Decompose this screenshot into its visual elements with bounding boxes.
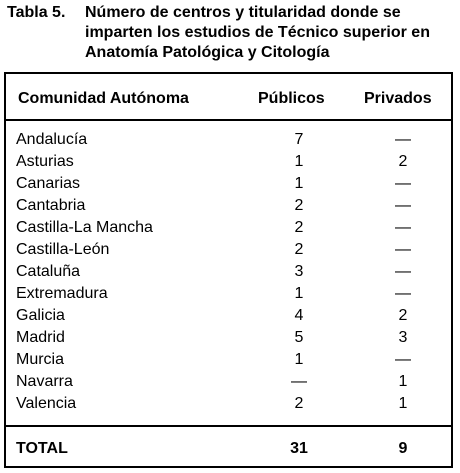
header-public: Públicos [258, 90, 325, 107]
table-row [6, 195, 451, 217]
region-cell: Valencia [16, 395, 77, 412]
public-cell: 7 [294, 131, 304, 148]
region-cell: Murcia [16, 351, 65, 368]
total-divider [6, 425, 451, 427]
table-row [6, 349, 451, 371]
total-private: 9 [398, 440, 408, 457]
public-cell: 3 [294, 263, 304, 280]
private-cell: — [395, 131, 411, 148]
public-cell: 1 [294, 153, 304, 170]
table-row [6, 371, 451, 393]
public-cell: 1 [294, 351, 304, 368]
private-cell: — [395, 241, 411, 258]
table-row [6, 305, 451, 327]
table-body [6, 129, 451, 415]
region-cell: Galicia [16, 307, 65, 324]
table-row [6, 393, 451, 415]
public-cell: 5 [294, 329, 304, 346]
region-cell: Asturias [16, 153, 74, 170]
region-cell: Cataluña [16, 263, 81, 280]
region-cell: Andalucía [16, 131, 88, 148]
table-row [6, 217, 451, 239]
table-row [6, 151, 451, 173]
table-row [6, 327, 451, 349]
private-cell: — [395, 219, 411, 236]
caption-label: Tabla 5. [7, 4, 66, 21]
public-cell: 4 [294, 307, 304, 324]
public-cell: — [291, 373, 307, 390]
private-cell: — [395, 197, 411, 214]
total-label: TOTAL [16, 440, 68, 457]
region-cell: Castilla-León [16, 241, 110, 258]
data-table [4, 72, 453, 468]
private-cell: 2 [398, 307, 408, 324]
region-cell: Extremadura [16, 285, 108, 302]
private-cell: 3 [398, 329, 408, 346]
header-divider [6, 119, 451, 121]
public-cell: 2 [294, 197, 304, 214]
private-cell: — [395, 263, 411, 280]
private-cell: 2 [398, 153, 408, 170]
header-region: Comunidad Autónoma [18, 90, 189, 107]
table-row [6, 261, 451, 283]
private-cell: — [395, 285, 411, 302]
table-row [6, 283, 451, 305]
region-cell: Navarra [16, 373, 73, 390]
total-public: 31 [290, 440, 308, 457]
private-cell: 1 [398, 395, 408, 412]
private-cell: — [395, 175, 411, 192]
region-cell: Madrid [16, 329, 65, 346]
private-cell: 1 [398, 373, 408, 390]
table-row [6, 129, 451, 151]
header-private: Privados [364, 90, 432, 107]
table-row [6, 239, 451, 261]
region-cell: Cantabria [16, 197, 86, 214]
public-cell: 2 [294, 241, 304, 258]
public-cell: 2 [294, 395, 304, 412]
public-cell: 1 [294, 175, 304, 192]
table-row [6, 173, 451, 195]
public-cell: 2 [294, 219, 304, 236]
region-cell: Canarias [16, 175, 81, 192]
region-cell: Castilla-La Mancha [16, 219, 153, 236]
public-cell: 1 [294, 285, 304, 302]
private-cell: — [395, 351, 411, 368]
caption-title: Número de centros y titularidad donde se imparten los estudios de Técnico superior en Anatomía Patológica y Citología [85, 4, 430, 61]
total-row [6, 438, 451, 460]
